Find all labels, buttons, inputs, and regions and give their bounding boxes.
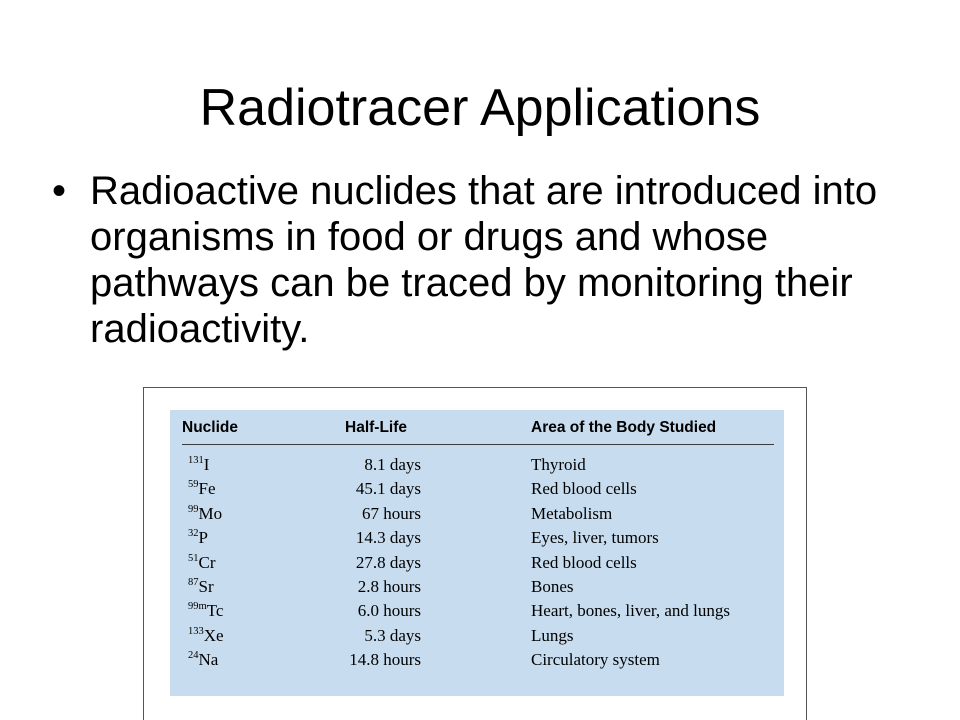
- cell-nuclide: [182, 445, 345, 478]
- element-symbol: Na: [198, 650, 219, 670]
- cell-area: Red blood cells: [531, 479, 637, 499]
- mass-number: 51: [188, 552, 199, 564]
- half-life-value: 45.1 days: [355, 479, 421, 499]
- element-symbol: Fe: [198, 479, 216, 499]
- element-symbol: P: [198, 528, 208, 548]
- table-row: [182, 445, 774, 478]
- cell-area: Red blood cells: [531, 552, 637, 572]
- cell-nuclide: [182, 575, 345, 599]
- cell-half-life: [345, 502, 531, 526]
- half-life-value: 2.8 hours: [357, 577, 421, 597]
- mass-number: 131: [188, 455, 204, 466]
- bullet-point: [52, 168, 932, 352]
- element-symbol: Tc: [206, 601, 224, 621]
- cell-area: Metabolism: [531, 503, 613, 523]
- table-row: [182, 599, 774, 623]
- radiotracer-table: [182, 418, 774, 673]
- table-row: [182, 526, 774, 550]
- cell-area: Thyroid: [531, 455, 586, 474]
- cell-half-life: [345, 445, 531, 478]
- mass-number: 133: [188, 625, 204, 637]
- mass-number: 24: [188, 650, 199, 662]
- half-life-value: 27.8 days: [355, 552, 421, 572]
- cell-half-life: [345, 599, 531, 623]
- cell-nuclide: [182, 648, 345, 672]
- element-symbol: Sr: [198, 577, 214, 597]
- cell-area: Eyes, liver, tumors: [531, 528, 659, 548]
- half-life-value: 8.1 days: [364, 455, 421, 474]
- half-life-value: 67 hours: [361, 503, 421, 523]
- element-symbol: Xe: [203, 625, 224, 645]
- element-symbol: I: [203, 455, 210, 474]
- cell-half-life: [345, 648, 531, 672]
- table-row: [182, 575, 774, 599]
- table-header-row: [182, 418, 774, 445]
- cell-nuclide: [182, 526, 345, 550]
- bullet-text: Radioactive nuclides that are introduced into organisms in food or drugs and whose pathways can be traced by monitoring their radioactivity.: [90, 169, 878, 351]
- radiotracer-table-panel: [170, 410, 784, 696]
- header-area: Area of the Body Studied: [531, 418, 774, 445]
- cell-half-life: [345, 624, 531, 648]
- header-nuclide: Nuclide: [182, 418, 345, 445]
- cell-half-life: [345, 551, 531, 575]
- cell-nuclide: [182, 599, 345, 623]
- mass-number: 99m: [188, 601, 207, 613]
- half-life-value: 14.8 hours: [349, 650, 421, 670]
- element-symbol: Cr: [198, 552, 216, 572]
- mass-number: 59: [188, 479, 199, 491]
- cell-half-life: [345, 526, 531, 550]
- half-life-value: 14.3 days: [355, 528, 421, 548]
- table-row: [182, 477, 774, 501]
- mass-number: 32: [188, 528, 199, 540]
- table-row: [182, 502, 774, 526]
- bullet-marker: •: [52, 169, 67, 213]
- cell-half-life: [345, 575, 531, 599]
- half-life-value: 6.0 hours: [357, 601, 421, 621]
- mass-number: 87: [188, 577, 199, 589]
- cell-nuclide: [182, 477, 345, 501]
- table-body: [182, 445, 774, 673]
- header-half-life: Half-Life: [345, 418, 531, 445]
- half-life-value: 5.3 days: [364, 625, 421, 645]
- cell-nuclide: [182, 502, 345, 526]
- mass-number: 99: [188, 503, 199, 515]
- table-row: [182, 624, 774, 648]
- cell-area: Lungs: [531, 625, 574, 645]
- cell-area: Bones: [531, 577, 574, 597]
- slide-title: Radiotracer Applications: [199, 79, 761, 137]
- table-row: [182, 551, 774, 575]
- table-row: [182, 648, 774, 672]
- cell-half-life: [345, 477, 531, 501]
- cell-area: Heart, bones, liver, and lungs: [531, 601, 731, 621]
- table-image-frame: [143, 387, 807, 720]
- cell-nuclide: [182, 551, 345, 575]
- cell-nuclide: [182, 624, 345, 648]
- cell-area: Circulatory system: [531, 650, 660, 670]
- element-symbol: Mo: [198, 503, 223, 523]
